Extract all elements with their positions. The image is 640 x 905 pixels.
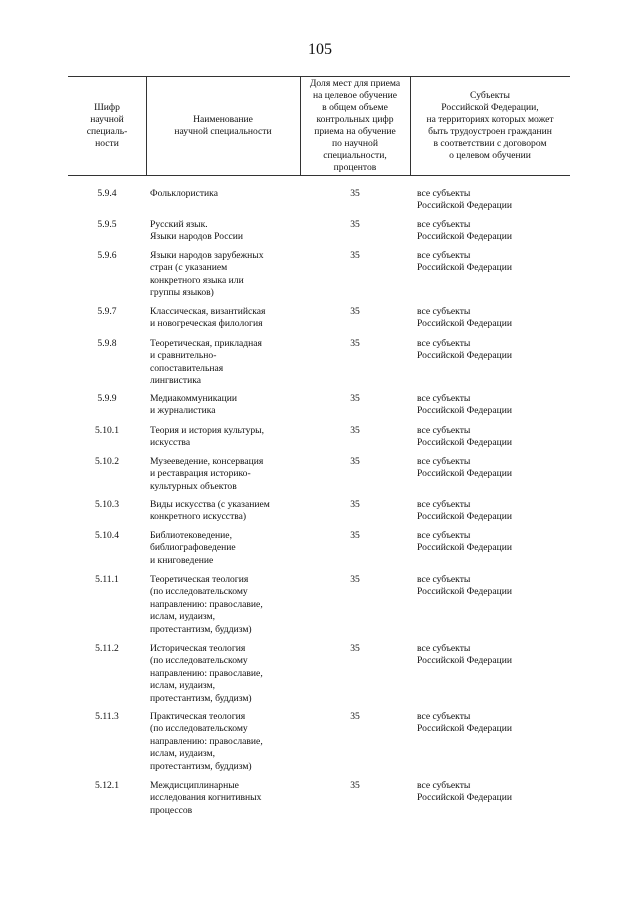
specialty-code: 5.9.6 <box>97 250 117 261</box>
federation-subjects-line: все субъекты <box>417 780 471 791</box>
federation-subjects-line: Российской Федерации <box>417 586 512 598</box>
federation-subjects <box>417 530 567 555</box>
header-share-line: контрольных цифр <box>316 114 394 125</box>
federation-subjects <box>417 188 567 213</box>
specialty-name-line: направлению: православие, <box>150 735 263 747</box>
header-subjects-line: Субъекты <box>470 90 510 101</box>
specialty-name <box>150 711 300 773</box>
specialty-name-line: и новогреческая филология <box>150 318 263 330</box>
federation-subjects-line: Российской Федерации <box>417 318 512 330</box>
specialty-name-line: ислам, иудаизм, <box>150 680 216 692</box>
header-code-line: ности <box>95 138 119 149</box>
specialty-name <box>150 574 300 636</box>
specialty-name-line: Теоретическая, прикладная <box>150 338 262 349</box>
federation-subjects-line: Российской Федерации <box>417 511 512 523</box>
target-share-percent: 35 <box>350 499 360 510</box>
federation-subjects-line: все субъекты <box>417 250 471 261</box>
target-share-percent: 35 <box>350 711 360 722</box>
header-share-line: Доля мест для приема <box>309 78 401 89</box>
federation-subjects-line: все субъекты <box>417 219 471 230</box>
specialty-name-line: процессов <box>150 804 193 816</box>
specialty-name-line: Музееведение, консервация <box>150 456 264 467</box>
specialty-name-line: искусства <box>150 437 191 449</box>
specialty-name <box>150 338 300 388</box>
specialty-name <box>150 780 300 817</box>
specialty-name-line: протестантизм, буддизм) <box>150 692 252 704</box>
federation-subjects-line: все субъекты <box>417 188 471 199</box>
specialty-name-line: группы языков) <box>150 287 214 299</box>
federation-subjects <box>417 574 567 599</box>
header-code <box>68 78 146 174</box>
specialty-name-line: исследования когнитивных <box>150 792 262 804</box>
specialty-code: 5.9.9 <box>97 393 117 404</box>
specialty-name-line: и книговедение <box>150 554 214 566</box>
specialty-name-line: Фольклористика <box>150 188 218 199</box>
federation-subjects-line: Российской Федерации <box>417 792 512 804</box>
federation-subjects-line: все субъекты <box>417 499 471 510</box>
federation-subjects <box>417 711 567 736</box>
specialty-code: 5.11.2 <box>95 643 119 654</box>
target-share-percent: 35 <box>350 780 360 791</box>
specialty-name-line: и реставрация историко- <box>150 468 251 480</box>
federation-subjects-line: все субъекты <box>417 425 471 436</box>
specialty-name-line: ислам, иудаизм, <box>150 611 216 623</box>
federation-subjects-line: все субъекты <box>417 643 471 654</box>
specialty-name-line: конкретного языка или <box>150 274 244 286</box>
target-share-percent: 35 <box>350 530 360 541</box>
header-subjects-line: на территориях которых может <box>426 114 554 125</box>
header-share-line: процентов <box>333 162 377 173</box>
specialty-code: 5.9.7 <box>97 306 117 317</box>
target-share-percent: 35 <box>350 393 360 404</box>
federation-subjects-line: все субъекты <box>417 530 471 541</box>
header-share <box>300 78 410 174</box>
header-share-line: специальности, <box>323 150 387 161</box>
specialty-name-line: лингвистика <box>150 375 202 387</box>
specialty-name-line: и сравнительно- <box>150 350 217 362</box>
specialty-name-line: сопоставительная <box>150 362 224 374</box>
federation-subjects <box>417 219 567 244</box>
specialty-name-line: конкретного искусства) <box>150 511 247 523</box>
federation-subjects-line: все субъекты <box>417 306 471 317</box>
target-share-percent: 35 <box>350 306 360 317</box>
specialty-code: 5.9.8 <box>97 338 117 349</box>
federation-subjects-line: Российской Федерации <box>417 200 512 212</box>
federation-subjects-line: все субъекты <box>417 393 471 404</box>
specialty-code: 5.11.3 <box>95 711 119 722</box>
specialty-code: 5.9.5 <box>97 219 117 230</box>
specialty-name <box>150 425 300 450</box>
specialty-name <box>150 250 300 300</box>
federation-subjects-line: Российской Федерации <box>417 231 512 243</box>
specialty-name-line: Медиакоммуникации <box>150 393 237 404</box>
specialty-code: 5.10.1 <box>95 425 119 436</box>
federation-subjects-line: Российской Федерации <box>417 437 512 449</box>
specialty-name-line: Теория и история культуры, <box>150 425 265 436</box>
specialty-name-line: протестантизм, буддизм) <box>150 623 252 635</box>
federation-subjects <box>417 250 567 275</box>
federation-subjects <box>417 499 567 524</box>
specialty-name <box>150 499 300 524</box>
header-subjects-line: в соответствии с договором <box>433 138 547 149</box>
page-number: 105 <box>308 41 332 58</box>
federation-subjects <box>417 306 567 331</box>
header-subjects-line: Российской Федерации, <box>441 102 539 113</box>
federation-subjects <box>417 393 567 418</box>
specialty-name-line: Русский язык. <box>150 219 208 230</box>
target-share-percent: 35 <box>350 425 360 436</box>
specialty-name-line: Историческая теология <box>150 643 246 654</box>
federation-subjects-line: Российской Федерации <box>417 405 512 417</box>
federation-subjects <box>417 425 567 450</box>
federation-subjects-line: Российской Федерации <box>417 262 512 274</box>
header-share-line: по научной <box>332 138 378 149</box>
table-header-rule <box>68 175 570 176</box>
specialty-name-line: Междисциплинарные <box>150 780 239 791</box>
specialty-name-line: ислам, иудаизм, <box>150 748 216 760</box>
federation-subjects <box>417 643 567 668</box>
specialty-code: 5.9.4 <box>97 188 117 199</box>
federation-subjects-line: все субъекты <box>417 574 471 585</box>
specialty-name-line: культурных объектов <box>150 480 237 492</box>
federation-subjects-line: Российской Федерации <box>417 350 512 362</box>
specialty-name-line: и журналистика <box>150 405 216 417</box>
target-share-percent: 35 <box>350 643 360 654</box>
header-name-line: Наименование <box>193 114 253 125</box>
target-share-percent: 35 <box>350 574 360 585</box>
specialty-name-line: Теоретическая теология <box>150 574 249 585</box>
specialty-name-line: (по исследовательскому <box>150 586 248 598</box>
target-share-percent: 35 <box>350 456 360 467</box>
specialty-name <box>150 188 300 200</box>
specialty-code: 5.11.1 <box>95 574 119 585</box>
specialty-name-line: стран (с указанием <box>150 262 228 274</box>
header-subjects-line: быть трудоустроен гражданин <box>428 126 552 137</box>
target-share-percent: 35 <box>350 219 360 230</box>
specialty-name <box>150 219 300 244</box>
specialty-name <box>150 306 300 331</box>
federation-subjects-line: Российской Федерации <box>417 542 512 554</box>
specialty-name-line: (по исследовательскому <box>150 723 248 735</box>
specialty-code: 5.10.2 <box>95 456 119 467</box>
header-code-line: Шифр <box>94 102 120 113</box>
federation-subjects-line: все субъекты <box>417 711 471 722</box>
specialty-name <box>150 393 300 418</box>
specialty-name <box>150 643 300 705</box>
federation-subjects-line: все субъекты <box>417 338 471 349</box>
header-share-line: в общем объеме <box>322 102 388 113</box>
header-name-line: научной специальности <box>174 126 272 137</box>
federation-subjects-line: Российской Федерации <box>417 468 512 480</box>
specialty-code: 5.10.4 <box>95 530 119 541</box>
specialty-code: 5.10.3 <box>95 499 119 510</box>
header-code-line: специаль- <box>86 126 128 137</box>
target-share-percent: 35 <box>350 250 360 261</box>
specialty-name <box>150 530 300 567</box>
federation-subjects-line: Российской Федерации <box>417 723 512 735</box>
federation-subjects <box>417 780 567 805</box>
header-subjects <box>410 78 570 174</box>
specialty-name-line: Языки народов зарубежных <box>150 250 264 261</box>
specialty-name-line: (по исследовательскому <box>150 655 248 667</box>
specialty-name <box>150 456 300 493</box>
federation-subjects-line: все субъекты <box>417 456 471 467</box>
specialty-name-line: Языки народов России <box>150 231 244 243</box>
specialty-name-line: Виды искусства (с указанием <box>150 499 270 510</box>
specialty-name-line: Библиотековедение, <box>150 530 232 541</box>
specialty-name-line: Практическая теология <box>150 711 246 722</box>
header-subjects-line: о целевом обучении <box>449 150 531 161</box>
table-top-rule <box>68 76 570 77</box>
specialty-name-line: Классическая, византийская <box>150 306 266 317</box>
specialty-name-line: библиографоведение <box>150 542 236 554</box>
specialty-name-line: протестантизм, буддизм) <box>150 760 252 772</box>
specialty-code: 5.12.1 <box>95 780 119 791</box>
federation-subjects-line: Российской Федерации <box>417 655 512 667</box>
header-code-line: научной <box>90 114 124 125</box>
specialty-name-line: направлению: православие, <box>150 667 263 679</box>
specialty-name-line: направлению: православие, <box>150 598 263 610</box>
header-name <box>146 78 300 174</box>
federation-subjects <box>417 338 567 363</box>
target-share-percent: 35 <box>350 338 360 349</box>
federation-subjects <box>417 456 567 481</box>
target-share-percent: 35 <box>350 188 360 199</box>
header-share-line: приема на обучение <box>314 126 396 137</box>
header-share-line: на целевое обучение <box>313 90 397 101</box>
